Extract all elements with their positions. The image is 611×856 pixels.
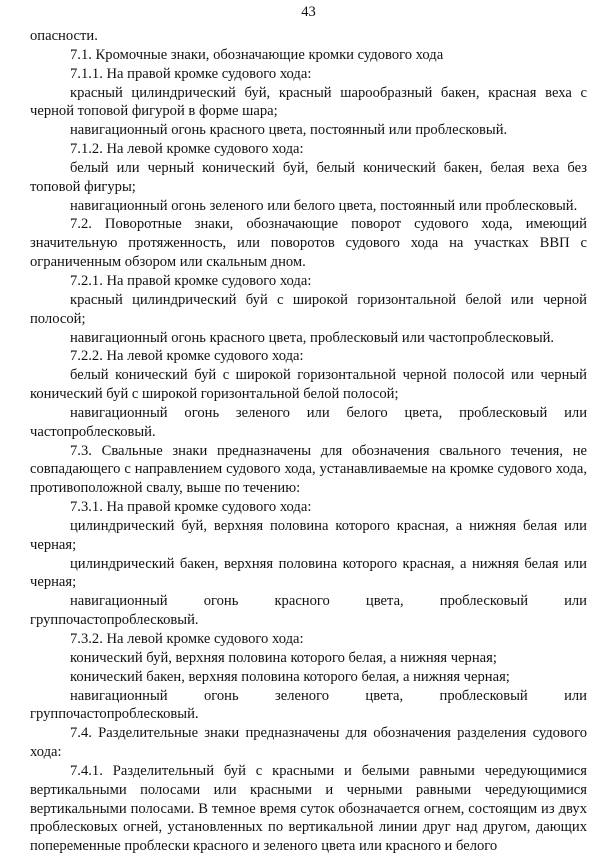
paragraph: конический бакен, верхняя половина которого белая, а нижняя черная; <box>70 668 510 685</box>
paragraph: 7.3. Свальные знаки предназначены для обозначения свального течения, не совпадающего с направлением судового хода, устанавливаемые на кромке судового хода, противоположной свалу, выше по течению: <box>30 442 587 497</box>
paragraph: навигационный огонь красного цвета, проблесковый или частопроблесковый. <box>70 329 555 346</box>
paragraph: навигационный огонь красного цвета, проблесковый или группочастопроблесковый. <box>30 593 587 629</box>
paragraph: навигационный огонь зеленого цвета, проблесковый или группочастопроблесковый. <box>30 687 587 723</box>
paragraph: 7.2.1. На правой кромке судового хода: <box>70 272 312 289</box>
paragraph: навигационный огонь красного цвета, постоянный или проблесковый. <box>70 122 508 139</box>
paragraph: опасности. <box>30 28 98 44</box>
paragraph: 7.4. Разделительные знаки предназначены для обозначения разделения судового хода: <box>30 725 587 761</box>
paragraph: белый конический буй с широкой горизонтальной черной полосой или черный конический буй с широкой горизонтальной белой полосой; <box>30 367 587 403</box>
paragraph: 7.2. Поворотные знаки, обозначающие поворот судового хода, имеющий значительную протяженность, или поворотов судового хода на участках ВВП с ограниченным обзором или скальным дном. <box>30 216 587 271</box>
paragraph: 7.1. Кромочные знаки, обозначающие кромки судового хода <box>70 46 444 63</box>
paragraph: 7.1.2. На левой кромке судового хода: <box>70 141 304 158</box>
paragraph: конический буй, верхняя половина которого белая, а нижняя черная; <box>70 649 497 666</box>
paragraph: красный цилиндрический буй с широкой горизонтальной белой или черной полосой; <box>30 291 587 327</box>
paragraph: навигационный огонь зеленого или белого цвета, постоянный или проблесковый. <box>70 197 578 214</box>
paragraph: 7.4.1. Разделительный буй с красными и белыми равными чередующимися вертикальными полосами или красными и черными равными чередующимися вертикальными полосами. В темное время суток обозначается огнем, состоящим из двух проблесковых огней, установленных по вертикальной линии друг над другом, дающих попеременные проблески красного и зеленого цвета или красного и белого <box>30 762 587 855</box>
paragraph: 7.3.2. На левой кромке судового хода: <box>70 631 304 647</box>
paragraph: белый или черный конический буй, белый конический бакен, белая веха без топовой фигуры; <box>30 159 587 195</box>
page-number: 43 <box>301 4 316 20</box>
paragraph: 7.3.1. На правой кромке судового хода: <box>70 499 312 516</box>
paragraph: навигационный огонь зеленого или белого цвета, проблесковый или частопроблесковый. <box>30 404 587 440</box>
paragraph: цилиндрический буй, верхняя половина которого красная, а нижняя белая или черная; <box>30 517 587 553</box>
paragraph: цилиндрический бакен, верхняя половина которого красная, а нижняя белая или черная; <box>30 555 587 591</box>
paragraph: красный цилиндрический буй, красный шарообразный бакен, красная веха с черной топовой фигурой в форме шара; <box>30 84 587 120</box>
paragraph: 7.2.2. На левой кромке судового хода: <box>70 348 304 365</box>
document-body <box>30 27 587 856</box>
paragraph: 7.1.1. На правой кромке судового хода: <box>70 65 312 82</box>
